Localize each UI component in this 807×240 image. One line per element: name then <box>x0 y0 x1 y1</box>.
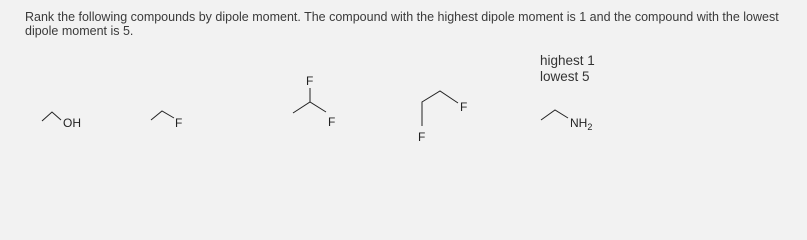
compound-ethanol[interactable] <box>38 100 98 134</box>
question-text: Rank the following compounds by dipole moment. The compound with the highest dipole moment is 1 and the compound with the lowest dipole moment is 5. <box>25 10 779 38</box>
compound-difluoro-isomer-label-right: F <box>460 100 468 114</box>
compound-difluoro-isomer[interactable] <box>410 88 480 153</box>
compound-difluoropropane-label-right: F <box>328 115 336 129</box>
compound-fluoroethane-label: F <box>175 116 183 130</box>
compound-fluoroethane-bonds <box>151 111 174 120</box>
compound-ethylamine-label-subscript: 2 <box>587 122 593 132</box>
compound-ethanol-bonds <box>42 112 61 121</box>
compound-difluoropropane-label-top: F <box>306 74 314 88</box>
legend-highest: highest 1 <box>540 53 595 68</box>
compound-ethylamine-label-main: NH <box>570 116 588 130</box>
compound-ethylamine-label <box>570 116 592 132</box>
compound-ethanol-label: OH <box>63 116 81 130</box>
compound-fluoroethane[interactable] <box>148 102 208 136</box>
compound-difluoropropane-bonds <box>293 102 326 113</box>
legend-lowest: lowest 5 <box>540 69 590 84</box>
compound-ethylamine-bonds <box>541 110 568 120</box>
ranking-legend <box>540 53 595 85</box>
compound-difluoro-isomer-label-bottom: F <box>418 130 426 144</box>
compound-ethylamine[interactable] <box>538 102 618 136</box>
compound-difluoropropane[interactable] <box>285 72 355 132</box>
compound-difluoro-isomer-bonds <box>422 91 458 126</box>
